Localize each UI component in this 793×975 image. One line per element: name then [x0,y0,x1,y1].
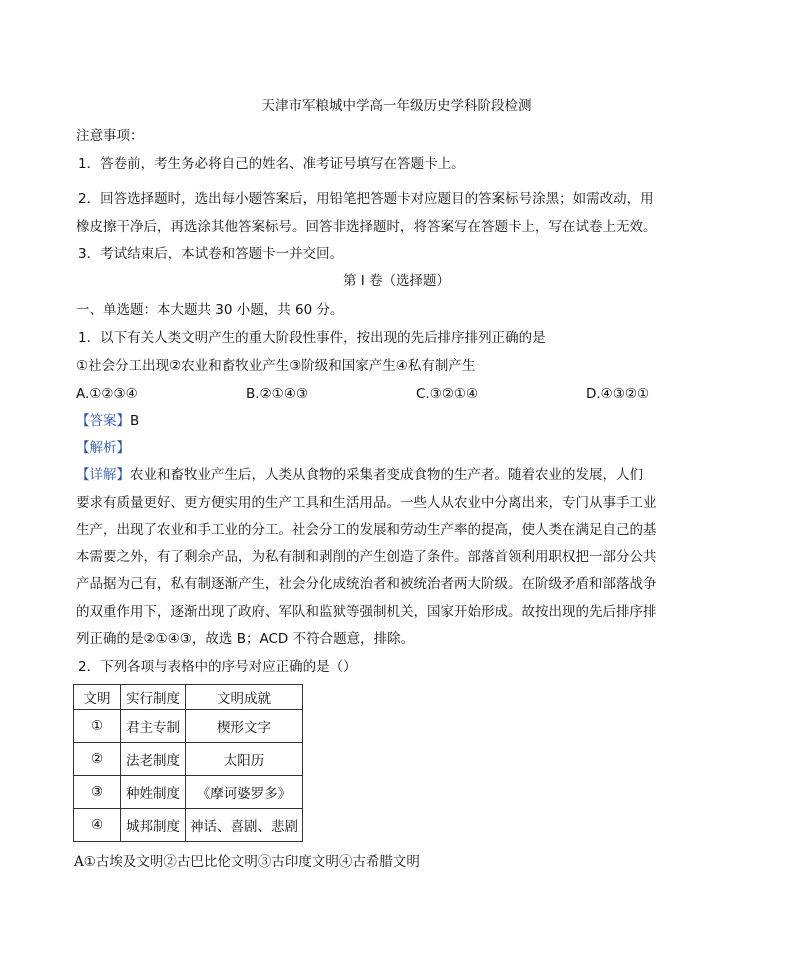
table-cell: ① [74,710,121,743]
q1-stem: 1．以下有关人类文明产生的重大阶段性事件，按出现的先后排序排列正确的是 [78,330,546,346]
table-cell: 《摩诃婆罗多》 [186,776,303,809]
q1-detail-line-3: 生产，出现了农业和手工业的分工。社会分工的发展和劳动生产率的提高，使人类在满足自己的基 [76,522,657,538]
part-heading: 一、单选题：本大题共 30 小题，共 60 分。 [76,302,344,318]
table-row [74,809,303,842]
q2-stem: 2．下列各项与表格中的序号对应正确的是（） [78,659,357,675]
table-header-cell: 文明成就 [186,685,303,710]
table-cell: 种姓制度 [121,776,186,809]
q1-detail-line-2: 要求有质量更好、更方便实用的生产工具和生活用品。一些人从农业中分离出来，专门从事手工业 [76,495,657,511]
q1-detail-line-1 [76,465,643,485]
table-header-cell: 实行制度 [121,685,186,710]
notice-item-3: 3．考试结束后，本试卷和答题卡一并交回。 [78,246,344,262]
notice-item-2-line-1: 2．回答选择题时，选出每小题答案后，用铅笔把答题卡对应题目的答案标号涂黑；如需改动，用 [78,191,654,207]
section-title: 第 I 卷（选择题） [342,273,451,289]
q1-option-b: B.②①④③ [246,386,308,402]
table-cell: ② [74,743,121,776]
notice-item-1: 1．答卷前，考生务必将自己的姓名、准考证号填写在答题卡上。 [78,156,465,172]
table-cell: 楔形文字 [186,710,303,743]
table-cell: 神话、喜剧、悲剧 [186,809,303,842]
q2-option-a: A①古埃及文明②古巴比伦文明③古印度文明④古希腊文明 [74,854,420,870]
notice-item-2-line-2: 橡皮擦干净后，再选涂其他答案标号。回答非选择题时，将答案写在答题卡上，写在试卷上无效。 [76,219,657,235]
notice-heading: 注意事项： [76,128,144,144]
q1-analysis-label: 【解析】 [76,440,130,456]
table-row [74,710,303,743]
q1-answer [76,411,139,431]
detail-text: 农业和畜牧业产生后，人类从食物的采集者变成食物的生产者。随着农业的发展，人们 [130,467,643,483]
table-row [74,776,303,809]
civilization-table [73,684,303,842]
table-cell: 君主专制 [121,710,186,743]
q1-detail-line-4: 本需要之外，有了剩余产品，为私有制和剥削的产生创造了条件。部落首领利用职权把一部分公共 [76,549,657,565]
q1-detail-line-7: 列正确的是②①④③，故选 B；ACD 不符合题意，排除。 [76,631,415,647]
q1-option-c: C.③②①④ [416,386,479,402]
page-title: 天津市军粮城中学高一年级历史学科阶段检测 [261,98,532,114]
q1-detail-line-6: 的双重作用下，逐渐出现了政府、军队和监狱等强制机关，国家开始形成。故按出现的先后排序排 [76,604,657,620]
table-row [74,743,303,776]
q1-option-d: D.④③②① [586,386,650,402]
q1-option-a: A.①②③④ [76,386,138,402]
q1-detail-line-5: 产品据为己有，私有制逐渐产生，社会分化成统治者和被统治者两大阶级。在阶级矛盾和部落战争 [76,576,657,592]
q1-items: ①社会分工出现②农业和畜牧业产生③阶级和国家产生④私有制产生 [76,358,476,374]
table-cell: 法老制度 [121,743,186,776]
table-header-row [74,685,303,710]
table-cell: ③ [74,776,121,809]
table-cell: 城邦制度 [121,809,186,842]
detail-label: 【详解】 [76,467,130,483]
table-cell: ④ [74,809,121,842]
answer-label: 【答案】 [76,413,130,429]
table-cell: 太阳历 [186,743,303,776]
table-header-cell: 文明 [74,685,121,710]
answer-value: B [130,413,140,429]
